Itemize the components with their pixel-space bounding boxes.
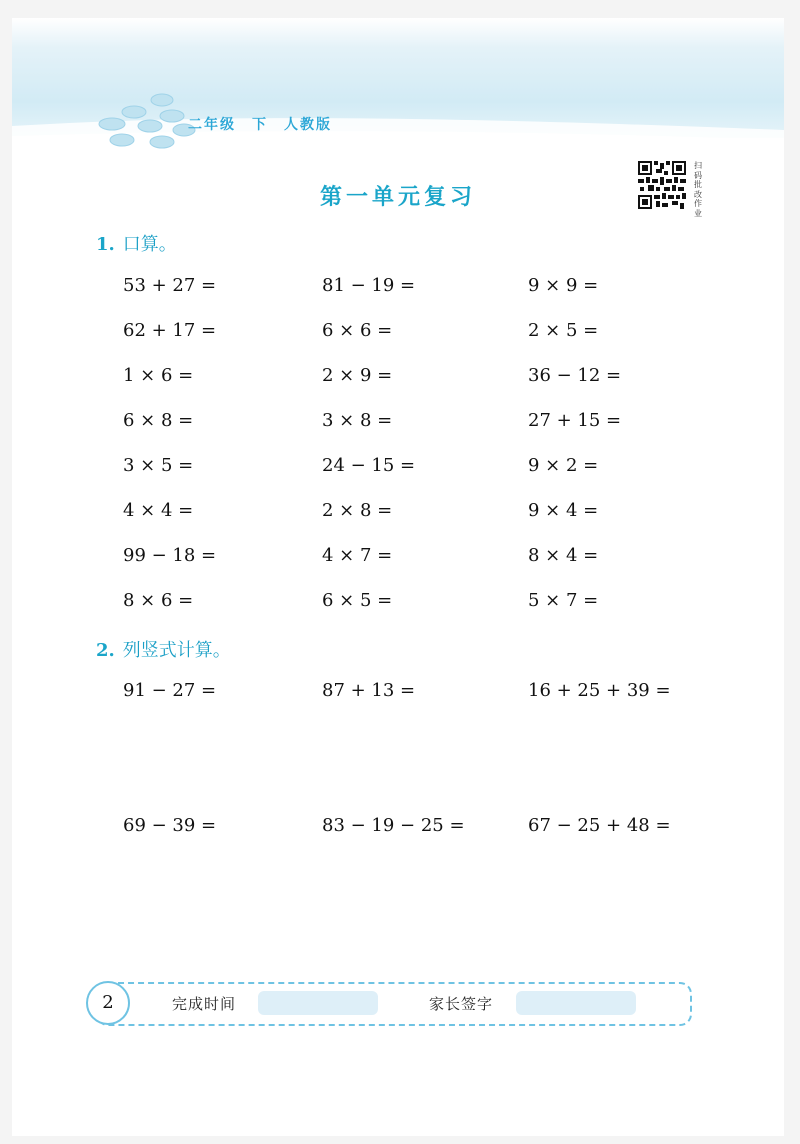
oral-calc-item: 4 × 7 = — [322, 545, 393, 566]
page-title: 第一单元复习 — [319, 185, 476, 210]
oral-calc-item: 5 × 7 = — [528, 590, 599, 611]
section-1-title — [96, 230, 177, 256]
footer-bar — [86, 982, 690, 1024]
section-1-number: 1. — [96, 234, 115, 255]
section-2-label: 列竖式计算。 — [122, 640, 231, 661]
vertical-calc-item: 69 − 39 = — [123, 815, 217, 836]
oral-calc-item: 81 − 19 = — [322, 275, 416, 296]
worksheet-page — [12, 18, 784, 1136]
oral-calc-item: 6 × 8 = — [123, 410, 194, 431]
vertical-calc-item: 83 − 19 − 25 = — [322, 815, 465, 836]
oral-calc-item: 27 + 15 = — [528, 410, 622, 431]
vertical-calc-item: 67 − 25 + 48 = — [528, 815, 671, 836]
oral-calc-item: 9 × 2 = — [528, 455, 599, 476]
oral-calc-item: 6 × 6 = — [322, 320, 393, 341]
vertical-calc-item: 87 + 13 = — [322, 680, 416, 701]
oral-calc-item: 62 + 17 = — [123, 320, 217, 341]
oral-calc-item: 53 + 27 = — [123, 275, 217, 296]
section-1-label: 口算。 — [122, 234, 177, 255]
completion-time-field[interactable] — [258, 991, 378, 1015]
oral-calc-item: 99 − 18 = — [123, 545, 217, 566]
oral-calc-item: 9 × 9 = — [528, 275, 599, 296]
grade-label: 二年级 下 人教版 — [188, 117, 332, 133]
section-2-number: 2. — [96, 640, 115, 661]
oral-calc-item: 9 × 4 = — [528, 500, 599, 521]
completion-time-label: 完成时间 — [172, 995, 237, 1013]
oral-calc-item: 2 × 5 = — [528, 320, 599, 341]
oral-calc-item: 2 × 9 = — [322, 365, 393, 386]
oral-calc-item: 1 × 6 = — [123, 365, 194, 386]
oral-calc-item: 3 × 8 = — [322, 410, 393, 431]
oral-calc-item: 4 × 4 = — [123, 500, 194, 521]
qr-label: 扫 码 批 改 作 业 — [694, 161, 702, 218]
vertical-calc-item: 16 + 25 + 39 = — [528, 680, 671, 701]
oral-calc-item: 3 × 5 = — [123, 455, 194, 476]
oral-calc-item: 24 − 15 = — [322, 455, 416, 476]
oral-calc-item: 2 × 8 = — [322, 500, 393, 521]
vertical-calc-item: 91 − 27 = — [123, 680, 217, 701]
clouds-icon — [92, 90, 202, 160]
oral-calc-item: 36 − 12 = — [528, 365, 622, 386]
oral-calc-item: 6 × 5 = — [322, 590, 393, 611]
qr-code-icon[interactable] — [638, 161, 686, 209]
oral-calc-item: 8 × 4 = — [528, 545, 599, 566]
oral-calc-item: 8 × 6 = — [123, 590, 194, 611]
section-2-title — [96, 636, 231, 662]
parent-signature-field[interactable] — [516, 991, 636, 1015]
page-number: 2 — [86, 981, 130, 1025]
parent-signature-label: 家长签字 — [429, 995, 494, 1013]
